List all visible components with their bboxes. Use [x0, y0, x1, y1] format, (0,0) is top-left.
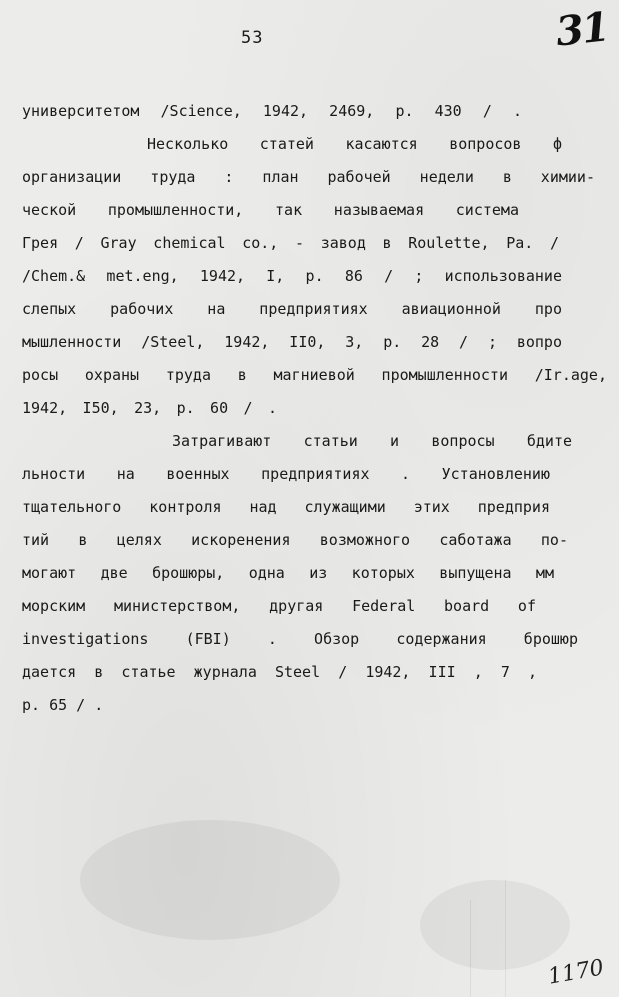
page-number: 53: [241, 28, 264, 48]
text-line: организации труда : план рабочей недели в химии-: [22, 168, 595, 186]
text-line: Грея / Gray chemical co., - завод в Roulette, Pa. /: [22, 234, 559, 252]
text-line: ческой промышленности, так называемая система: [22, 201, 519, 219]
text-line: р. 65 / .: [22, 696, 104, 714]
scan-artifact-line: [470, 900, 471, 997]
text-line: университетом /Science, 1942, 2469, р. 430 / .: [22, 102, 522, 120]
text-line: росы охраны труда в магниевой промышленности /Ir.age,: [22, 366, 607, 384]
handwritten-archive-number: 31: [553, 3, 610, 56]
scan-smudge: [420, 880, 570, 970]
text-line: Затрагивают статьи и вопросы бдите: [172, 432, 572, 450]
text-line: дается в статье журнала Steel / 1942, III , 7 ,: [22, 663, 537, 681]
handwritten-corner-number: 1170: [546, 955, 606, 990]
text-line: /Chem.& met.eng, 1942, I, p. 86 / ; использование: [22, 267, 562, 285]
text-line: льности на военных предприятиях . Установлению: [22, 465, 550, 483]
scan-artifact-line: [505, 880, 506, 997]
scan-smudge: [80, 820, 340, 940]
text-line: тий в целях искоренения возможного саботажа по-: [22, 531, 568, 549]
text-line: морским министерством, другая Federal board of: [22, 597, 536, 615]
text-line: могают две брошюры, одна из которых выпущена мм: [22, 564, 554, 582]
text-line: слепых рабочих на предприятиях авиационной про: [22, 300, 562, 318]
text-line: тщательного контроля над служащими этих предприя: [22, 498, 550, 516]
text-line: Несколько статей касаются вопросов ф: [147, 135, 562, 153]
text-line: investigations (FBI) . Обзор содержания брошюр: [22, 630, 578, 648]
text-line: мышленности /Steel, 1942, II0, 3, p. 28 / ; вопро: [22, 333, 562, 351]
text-line: 1942, I50, 23, p. 60 / .: [22, 399, 277, 417]
